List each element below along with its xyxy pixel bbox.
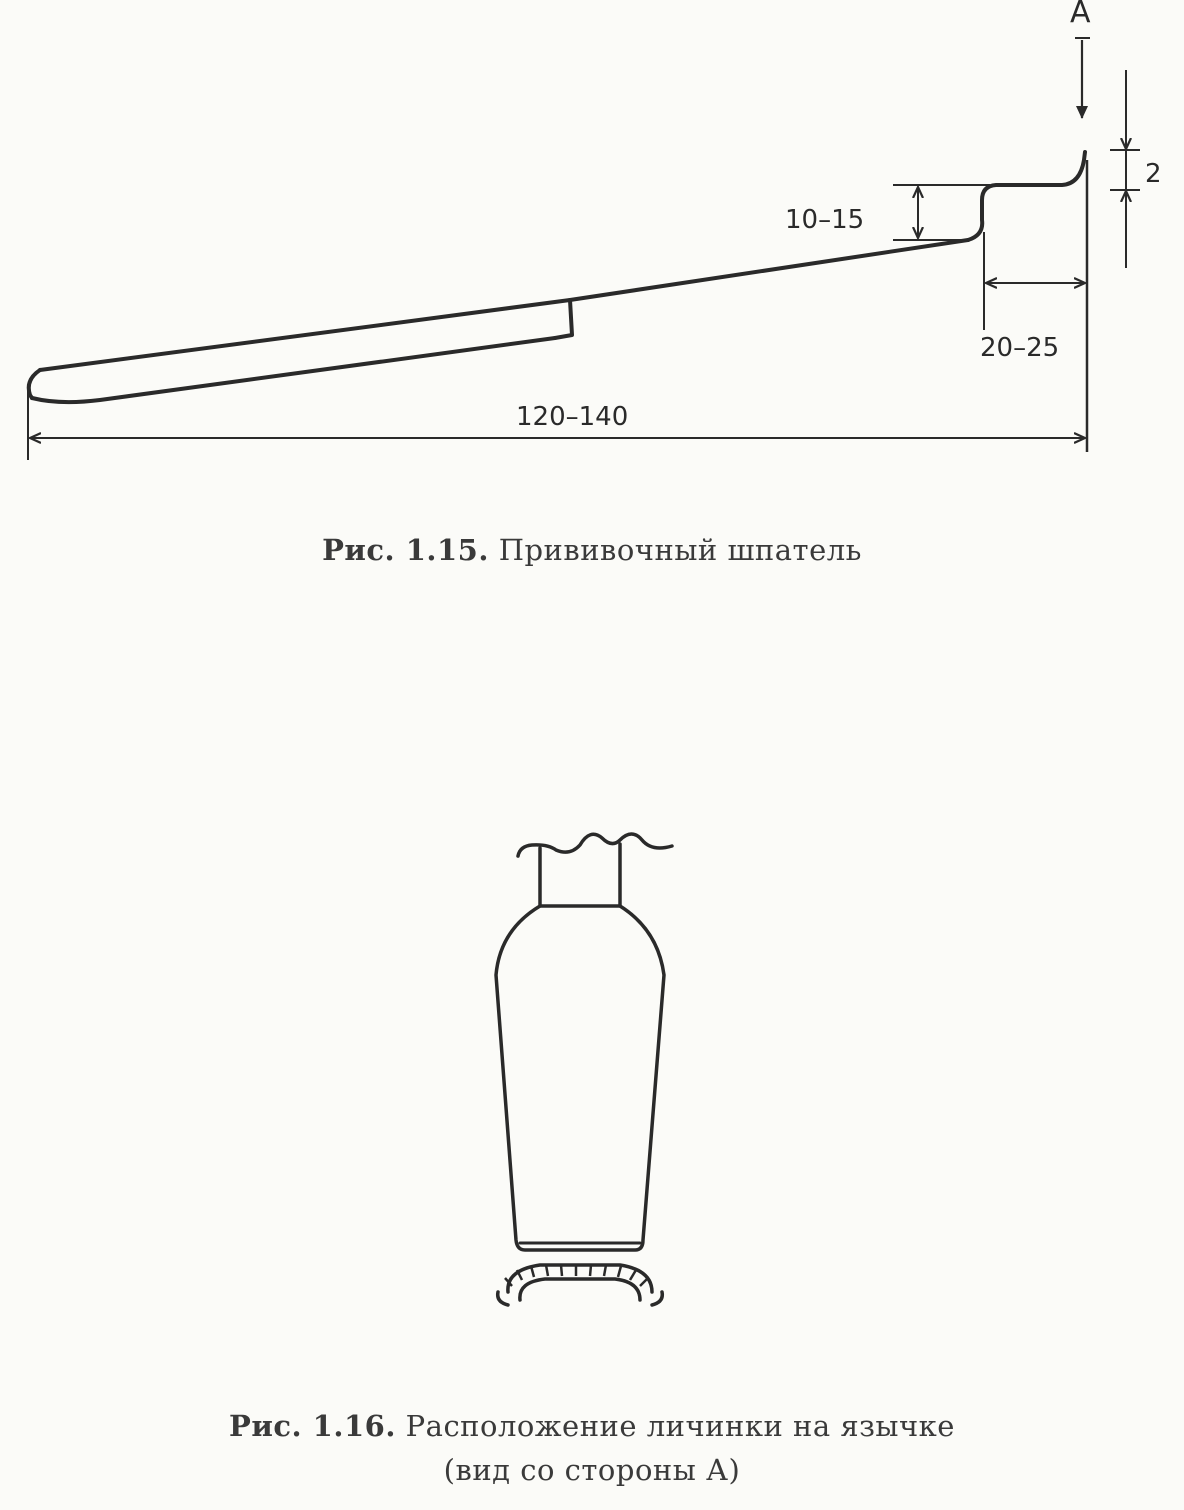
cup-body: [496, 906, 664, 1250]
caption-number: Рис. 1.16.: [229, 1409, 396, 1443]
caption-text: Прививочный шпатель: [498, 533, 862, 567]
caption-text: Расположение личинки на язычке: [405, 1409, 955, 1443]
dimension-label-20-25: 20–25: [980, 333, 1060, 363]
figure-caption-1-16-line2: (вид со стороны А): [443, 1453, 741, 1487]
cup-stem: [540, 844, 620, 906]
dimension-label-120-140: 120–140: [516, 402, 629, 432]
caption-number: Рис. 1.15.: [322, 533, 489, 567]
dimension-label-10-15: 10–15: [785, 205, 865, 235]
view-label-a: A: [1070, 0, 1091, 30]
figure-caption-1-16: [0, 1404, 1184, 1448]
dimension-label-2: 2: [1145, 159, 1162, 189]
